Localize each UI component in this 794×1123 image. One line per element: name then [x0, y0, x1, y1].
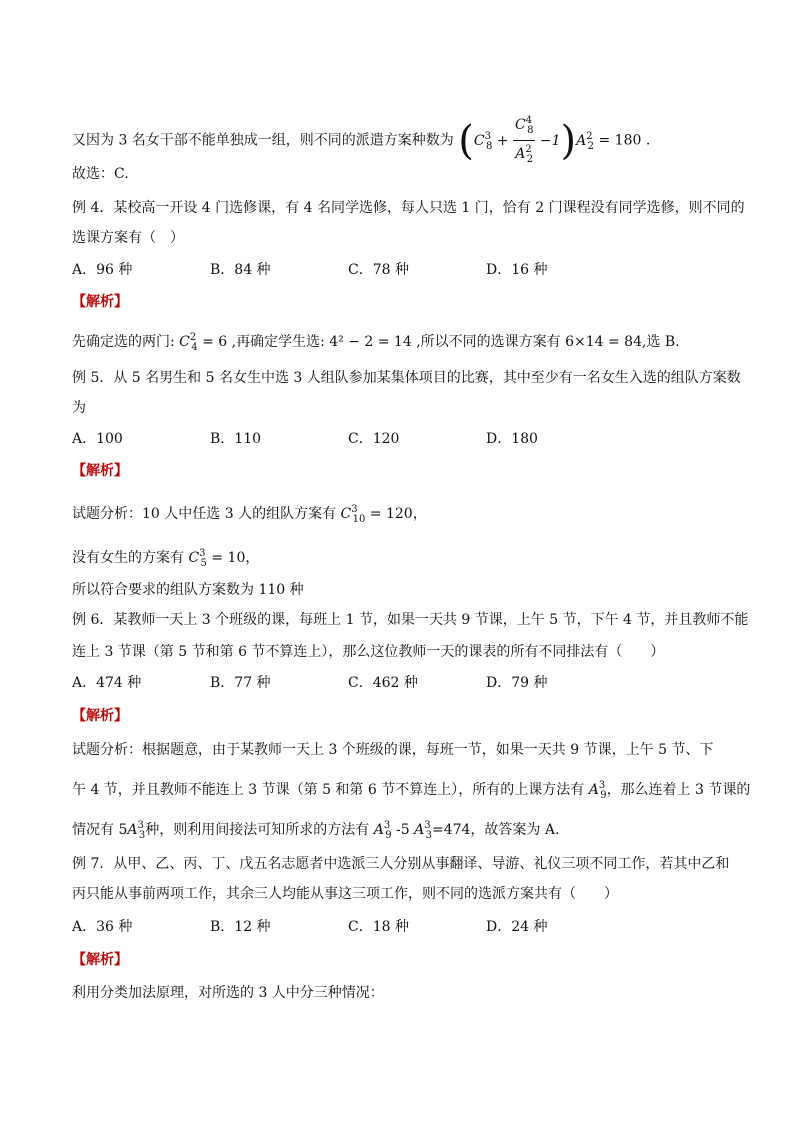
ex5-option-d: D．180	[486, 431, 538, 447]
ex5-solution-line2: 没有女生的方案有 $C^3_5 = 10$，	[72, 548, 260, 569]
ex6-option-b: B．77 种	[210, 675, 271, 691]
intro-line: 又因为 3 名女干部不能单独成一组，则不同的派遣方案种数为 ($C^3_8$ + $\frac{C^4_8}{A^2_2}$ $-1)A^2_2 = 180$ .	[72, 112, 650, 169]
a33-formula-2: $A^3_3$	[414, 820, 432, 841]
a93-formula-2: $A^3_9$	[373, 820, 392, 841]
ex7-jiexi-label: 【解析】	[72, 952, 128, 968]
ex6-option-d: D．79 种	[486, 675, 548, 691]
ex5-option-c: C．120	[348, 431, 400, 447]
ex4-question-line2: 选课方案有（ ）	[72, 230, 184, 246]
answer-c-line: 故选：C.	[72, 166, 129, 182]
ex7-option-c: C．18 种	[348, 919, 409, 935]
ex4-option-b: B．84 种	[210, 262, 271, 278]
ex6-solution-line3: 情况有 $5A^3_3$种，则利用间接法可知所求的方法有 $A^3_9$ -5 $A^3_3=474$，故答案为 A.	[72, 820, 560, 841]
ex5-question-line1: 例 5．从 5 名男生和 5 名女生中选 3 人组队参加某集体项目的比赛，其中至少有一名女生入选的组队方案数	[72, 370, 741, 386]
ex5-solution-line1: 试题分析：10 人中任选 3 人的组队方案有 $C^3_{10} = 120$，	[72, 504, 427, 525]
ex7-question-line1: 例 7．从甲、乙、丙、丁、戊五名志愿者中选派三人分别从事翻译、导游、礼仪三项不同工作，若其中乙和	[72, 856, 730, 872]
ex6-solution-line1: 试题分析：根据题意，由于某教师一天上 3 个班级的课，每班一节，如果一天共 9 节课，上午 5 节、下	[72, 742, 714, 758]
ex5-option-a: A．100	[72, 431, 123, 447]
ex7-solution-line1: 利用分类加法原理，对所选的 3 人中分三种情况：	[72, 985, 384, 1001]
ex6-question-line2: 连上 3 节课（第 5 节和第 6 节不算连上），那么这位教师一天的课表的所有不同排法有（ ）	[72, 644, 665, 660]
c103-formula: $C^3_{10}$	[340, 504, 366, 525]
ex6-option-c: C．462 种	[348, 675, 418, 691]
ex4-question-line1: 例 4．某校高一开设 4 门选修课，有 4 名同学选修，每人只选 1 门，恰有 2 门课程没有同学选修，则不同的	[72, 200, 745, 216]
ex7-option-d: D．24 种	[486, 919, 548, 935]
ex6-option-a: A．474 种	[72, 675, 142, 691]
ex4-option-c: C．78 种	[348, 262, 409, 278]
ex7-option-b: B．12 种	[210, 919, 271, 935]
ex4-option-d: D．16 种	[486, 262, 548, 278]
ex6-solution-line2: 午 4 节，并且教师不能连上 3 节课（第 5 和第 6 节不算连上），所有的上课方法有 $A^3_9$，那么连着上 3 节课的	[72, 780, 751, 801]
ex4-option-a: A．96 种	[72, 262, 133, 278]
ex5-solution-line3: 所以符合要求的组队方案数为 110 种	[72, 582, 304, 598]
ex5-jiexi-label: 【解析】	[72, 463, 128, 479]
a93-formula: $A^3_9$	[588, 780, 607, 801]
ex7-question-line2: 丙只能从事前两项工作，其余三人均能从事这三项工作，则不同的选派方案共有（ ）	[72, 886, 618, 902]
c53-formula: $C^3_5$	[188, 548, 207, 569]
a33-formula: $A^3_3$	[127, 820, 146, 841]
ex6-question-line1: 例 6．某教师一天上 3 个班级的课，每班上 1 节，如果一天共 9 节课，上午 5 节，下午 4 节，并且教师不能	[72, 612, 749, 628]
formula-paren-expression: ($C^3_8$ + $\frac{C^4_8}{A^2_2}$ $-1)A^2_2$	[458, 133, 594, 149]
c42-formula: $C^2_4$	[179, 332, 198, 353]
ex5-option-b: B．110	[210, 431, 262, 447]
ex4-solution: 先确定选的两门: $C^2_4 = 6$ ,再确定学生选: 4² − 2 = 14 ,所以不同的选课方案有 6×14 = 84,选 B.	[72, 332, 680, 353]
ex7-option-a: A．36 种	[72, 919, 133, 935]
ex6-jiexi-label: 【解析】	[72, 708, 128, 724]
ex5-question-line2: 为	[72, 400, 86, 416]
ex4-jiexi-label: 【解析】	[72, 294, 128, 310]
